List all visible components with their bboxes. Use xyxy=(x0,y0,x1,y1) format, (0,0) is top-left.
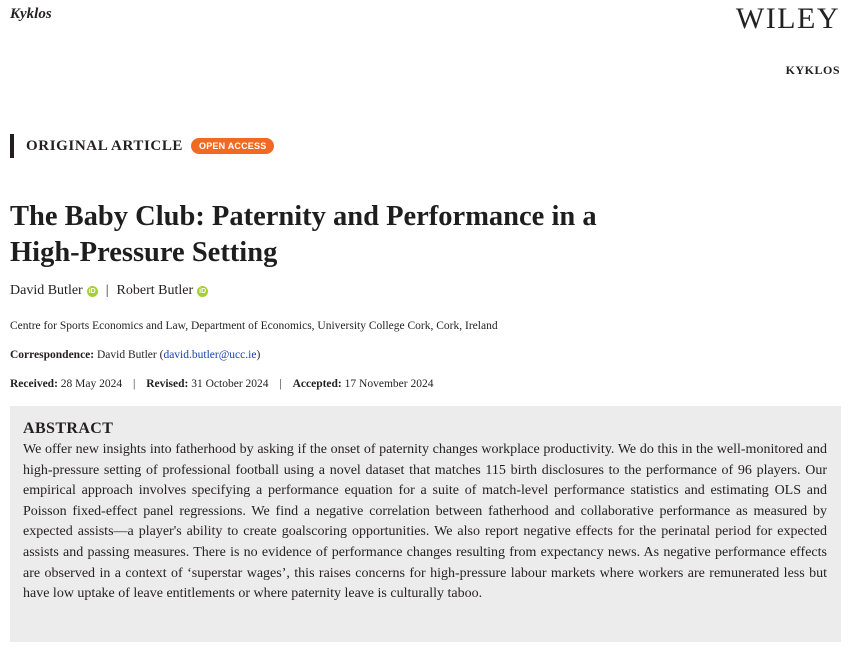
article-type-label: ORIGINAL ARTICLE xyxy=(26,137,184,154)
orcid-icon[interactable]: iD xyxy=(88,287,96,295)
journal-caps-label: KYKLOS xyxy=(785,63,840,77)
date-separator: | xyxy=(133,378,136,390)
author-list xyxy=(10,283,208,299)
journal-name: Kyklos xyxy=(10,6,52,22)
received-label: Received: xyxy=(10,378,58,390)
article-dates xyxy=(10,378,433,390)
accepted-date: 17 November 2024 xyxy=(344,378,434,390)
type-bar-decoration xyxy=(10,134,14,158)
author-name[interactable]: Robert Butler xyxy=(116,283,194,298)
correspondence-name: David Butler xyxy=(97,349,157,361)
date-separator: | xyxy=(279,378,282,390)
correspondence: Correspondence: David Butler (david.butler@ucc.ie) xyxy=(10,349,261,361)
received-date: 28 May 2024 xyxy=(60,378,123,390)
abstract-heading: ABSTRACT xyxy=(23,420,114,437)
correspondence-label: Correspondence: xyxy=(10,349,95,361)
open-access-badge: OPEN ACCESS xyxy=(191,138,274,154)
article-title: The Baby Club: Paternity and Performance in a High-Pressure Setting xyxy=(10,201,597,268)
author-separator: | xyxy=(105,283,109,298)
article-type-row xyxy=(10,134,274,158)
affiliation: Centre for Sports Economics and Law, Department of Economics, University College Cork, Cork, Ireland xyxy=(10,320,498,332)
correspondence-email-link[interactable]: david.butler@ucc.ie xyxy=(163,349,257,361)
publisher-logo: WILEY xyxy=(735,2,840,35)
revised-label: Revised: xyxy=(146,378,189,390)
abstract-text: We offer new insights into fatherhood by asking if the onset of paternity changes workplace productivity. We do this in the well-monitored and high-pressure setting of professional football using a novel dataset that matches 115 birth disclosures to the performance of 96 players. Our empirical approach involves specifying a performance equation for a suite of match-level performance statistics and estimating OLS and Poisson fixed-effect panel regressions. We find a negative correlation between fatherhood and collaborative performance as measured by expected assists—a player's ability to create goalscoring opportunities. We also report negative effects for the perinatal period for expected assists and passing measures. There is no evidence of performance changes resulting from expectancy news. As negative performance effects are observed in a context of ‘superstar wages’, this raises concerns for high-pressure labour markets where workers are remunerated less but have low uptake of leave entitlements or where paternity leave is culturally taboo. xyxy=(23,442,827,602)
orcid-icon[interactable]: iD xyxy=(199,287,207,295)
author-name[interactable]: David Butler xyxy=(10,283,83,298)
abstract-box xyxy=(10,406,841,642)
revised-date: 31 October 2024 xyxy=(191,378,269,390)
accepted-label: Accepted: xyxy=(292,378,342,390)
